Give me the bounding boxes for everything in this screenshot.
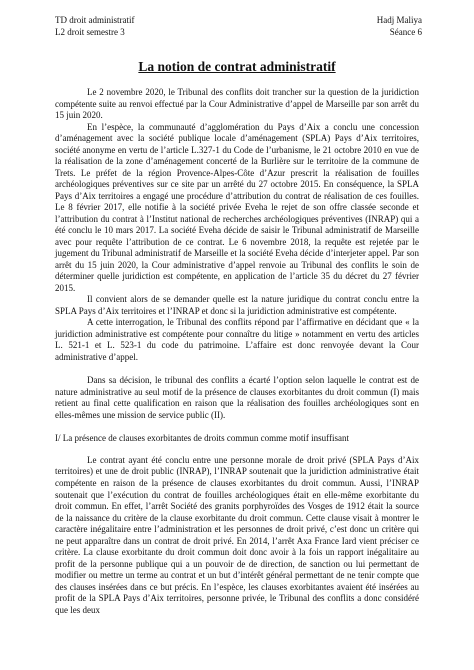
- course-level: L2 droit semestre 3: [55, 26, 125, 37]
- session-number: Séance 6: [389, 26, 422, 37]
- header-left: [55, 15, 134, 38]
- document-title: La notion de contrat administratif: [138, 59, 336, 74]
- paragraph-answer: A cette interrogation, le Tribunal des conflits répond par l’affirmative en décidant que « la juridiction administrative est compétente pour connaître du litige » notamment en vertu des articles L. 521-1 et L. 523-1 du code du patrimoine. L’affaire est donc renvoyée devant la Cour administrative d’appel.: [55, 317, 419, 362]
- course-name: TD droit administratif: [55, 15, 135, 25]
- section-heading: I/ La présence de clauses exorbitantes de droits commun comme motif insuffisant: [55, 433, 349, 444]
- header-right: [377, 15, 422, 38]
- paragraph-intro: Le 2 novembre 2020, le Tribunal des conflits doit trancher sur la question de la juridiction compétente suite au renvoi effectué par la Cour Administrative d’appel de Marseille par son arrêt du 15 juin 2020.: [55, 87, 419, 121]
- paragraph-outline: Dans sa décision, le tribunal des conflits a écarté l’option selon laquelle le contrat est de nature administrative au seul motif de la présence de clauses exorbitantes du droit commun (I) mais retient au final cette qualification en raison que la réalisation des fouilles archéologiques sont en elles-mêmes une mission de service public (II).: [55, 375, 419, 420]
- author-name: Hadj Maliya: [376, 15, 422, 25]
- paragraph-section-1: Le contrat ayant été conclu entre une personne morale de droit privé (SPLA Pays d’Aix territoires) et une de droit public (INRAP), l’INRAP soutenait que la juridiction administrative était compétente en raison de la présence de clauses exorbitantes du droit commun. Aussi, l’INRAP soutenait que l’exécution du contrat de fouilles archéologiques était en elle-même exorbitante du droit commun. En effet, l’arrêt Société des granits porphyroïdes des Vosges de 1912 était la source de la naissance du critère de la clause exorbitante du droit commun. Cette clause visait à montrer le caractère inégalitaire entre l’administration et les personnes de droit privé, c’est donc un critère qui ne peut apparaître dans un contrat de droit privé. En 2014, l’arrêt Axa France Iard vient préciser ce critère. La clause exorbitante du droit commun doit donc avoir à la fois un rapport inégalitaire au profit de la personne publique qui a un pouvoir de de direction, de sanction ou lui permettant de modifier ou mettre un terme au contrat et un but d’intérêt général permettant de ne tenir compte que des clauses insérées dans ce but précis. En l’espèce, les clauses exorbitantes avaient été insérées au profit de la SPLA Pays d’Aix territoires, personne privée, le Tribunal des conflits a donc considéré que les deux: [55, 454, 419, 615]
- paragraph-question: Il convient alors de se demander quelle est la nature juridique du contrat conclu entre la SPLA Pays d’Aix territoires et l’INRAP et donc si la juridiction administrative est compétente.: [55, 294, 419, 316]
- paragraph-facts: En l’espèce, la communauté d’agglomération du Pays d’Aix a conclu une concession d’aménagement avec la société publique locale d’aménagement (SPLA) Pays d’Aix territoires, société anonyme en vertu de l’article L.327-1 du Code de l’urbanisme, le 21 octobre 2010 en vue de la réalisation de la zone d’aménagement concerté de la Burlière sur le territoire de la commune de Trets. Le préfet de la région Provence-Alpes-Côte d’Azur prescrit la réalisation de fouilles archéologiques préventives sur ce site par un arrêté du 27 octobre 2015. En conséquence, la SPLA Pays d’Aix territoires a engagé une procédure d’attribution du contrat de réalisation de ces fouilles. Le 8 février 2017, elle notifie à la société privée Eveha le rejet de son offre classée seconde et l’attribution du contrat à l’Institut national de recherches archéologiques préventives (INRAP) qui a été conclu le 10 mars 2017. La société Eveha décide de saisir le Tribunal administratif de Marseille avec pour requête l’attribution de ce contrat. Le 6 novembre 2018, la requête est rejetée par le jugement du Tribunal administratif de Marseille et la société Eveha décide d’interjeter appel. Par son arrêt du 15 juin 2020, la Cour administrative d’appel renvoie au Tribunal des conflits le soin de déterminer quelle juridiction est compétente, en application de l’article 35 du décret du 27 février 2015.: [55, 121, 419, 293]
- document-body: [55, 87, 419, 616]
